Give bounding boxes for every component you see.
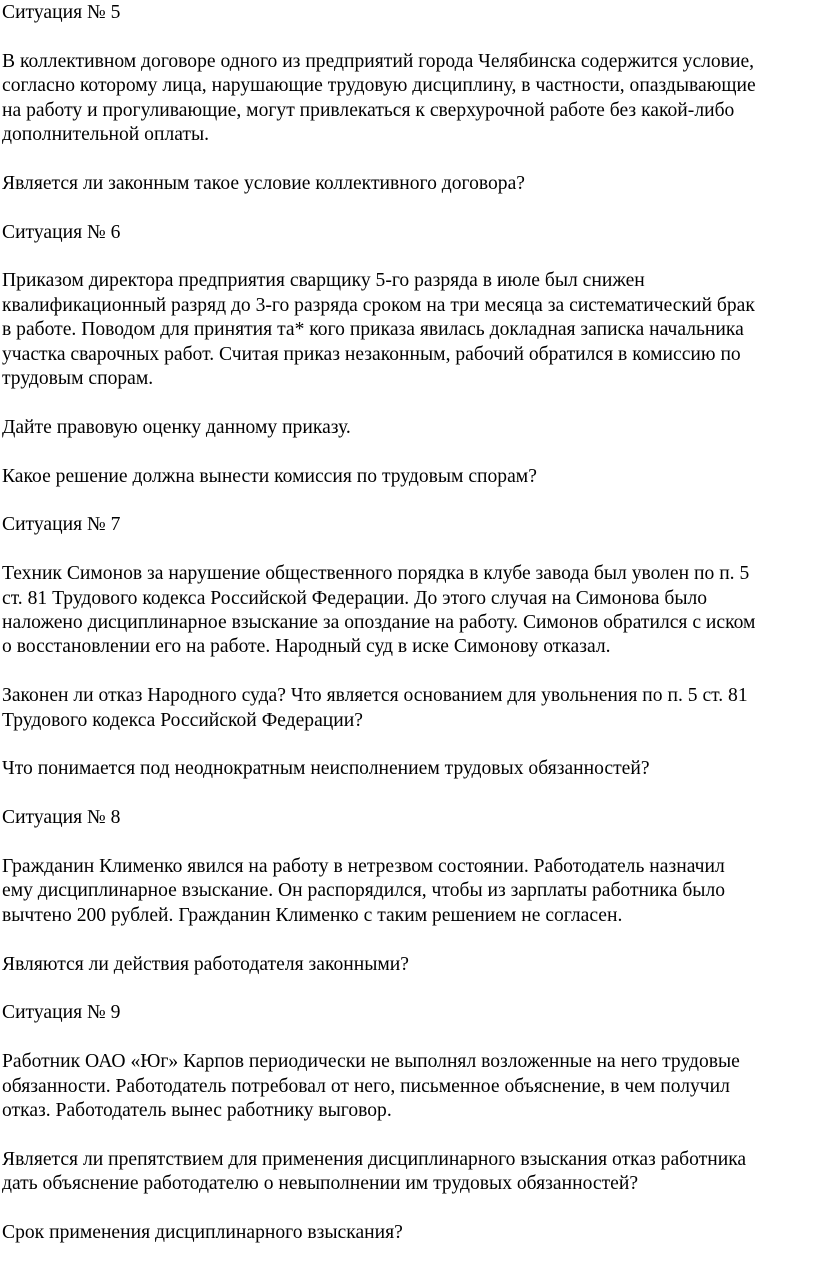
situation-5-heading: Ситуация № 5 [2,2,121,23]
situation-9-heading: Ситуация № 9 [2,1002,121,1024]
situation-7-heading: Ситуация № 7 [2,514,121,536]
situation-8-text: Гражданин Клименко явился на работу в нетрезвом состоянии. Работодатель назначил ему дисциплинарное взыскание. Он распорядился, чтобы из зарплаты работника было вычтено 200 рублей. Гражданин Клименко с таким решением не согласен. [2,856,726,926]
situation-6-question-1: Дайте правовую оценку данному приказу. [2,416,351,438]
situation-6-question-2: Какое решение должна вынести комиссия по трудовым спорам? [2,465,537,487]
situation-5-question: Является ли законным такое условие коллективного договора? [2,172,525,194]
situation-5-text: В коллективном договоре одного из предприятий города Челябинска содержится условие, согласно которому лица, нарушающие трудовую дисциплину, в частности, опаздывающие на работу и прогуливающие, могут привлекаться к сверхурочной работе без какой-либо дополнительной оплаты. [2,50,756,146]
situation-9-question-1: Является ли препятствием для применения дисциплинарного взыскания отказ работника дать объяснение работодателю о невыполнении им трудовых обязанностей? [2,1148,747,1195]
situation-7-question-2: Что понимается под неоднократным неисполнением трудовых обязанностей? [2,758,650,780]
situation-9-text: Работник ОАО «Юг» Карпов периодически не выполнял возложенные на него трудовые обязанности. Работодатель потребовал от него, письменное объяснение, в чем получил отказ. Работодатель вынес работнику выговор. [2,1051,740,1122]
situation-7-text: Техник Симонов за нарушение общественного порядка в клубе завода был уволен по п. 5 ст. 81 Трудового кодекса Российской Федерации. До этого случая на Симонова было наложено дисциплинарное взыскание за опоздание на работу. Симонов обратился с иском о восстановлении его на работе. Народный суд в иске Симонову отказал. [2,563,756,658]
situation-7-question-1: Законен ли отказ Народного суда? Что является основанием для увольнения по п. 5 ст. 81 Трудового кодекса Российской Федерации? [2,685,748,731]
situation-8-question: Являются ли действия работодателя законными? [2,953,409,975]
situation-6-heading: Ситуация № 6 [2,221,121,243]
situation-8-heading: Ситуация № 8 [2,807,121,829]
situation-6-text: Приказом директора предприятия сварщику 5-го разряда в июле был снижен квалификационный разряд до 3-го разряда сроком на три месяца за систематический брак в работе. Поводом для принятия та* кого приказа явилась докладная записка начальника участка сварочных работ. Считая приказ незаконным, рабочий обратился в комиссию по трудовым спорам. [2,270,755,390]
situation-9-question-2: Срок применения дисциплинарного взыскания? [2,1222,403,1244]
